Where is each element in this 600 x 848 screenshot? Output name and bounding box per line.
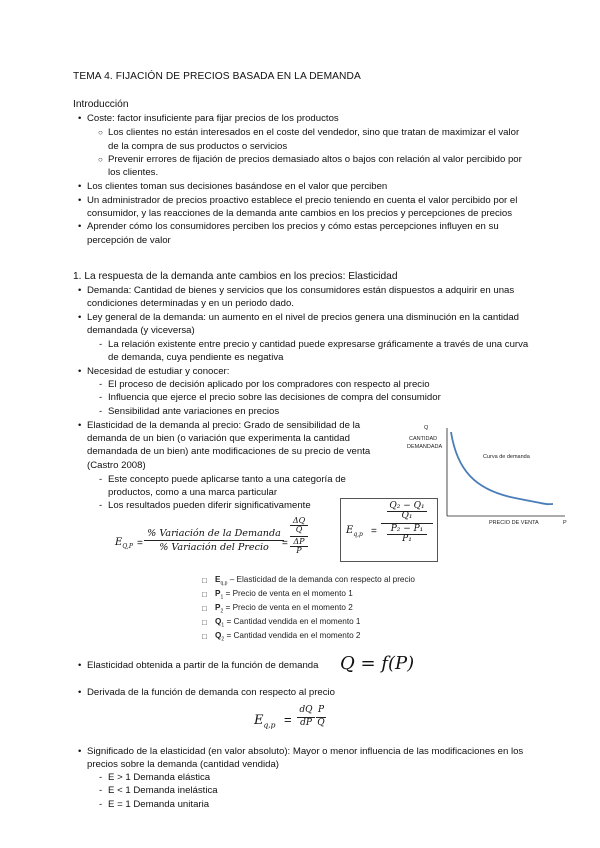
delta-q: ΔQ	[292, 516, 306, 525]
formula-equals-2: =	[282, 538, 288, 549]
intro-heading: Introducción	[73, 99, 129, 110]
legend-item: □ $Q_1$ = Cantidad vendida en el momento 1	[215, 618, 360, 629]
page-title: TEMA 4. FIJACIÓN DE PRECIOS BASADA EN LA DEMANDA	[73, 71, 361, 82]
dash-item: - E < 1 Demanda inelástica	[108, 786, 218, 796]
intro-sub-bullet: ○ Los clientes no están interesados en el coste del vendedor, sino que tratan de maximizar el valor	[108, 128, 519, 138]
deriv-fraction-2	[316, 706, 326, 729]
q: Q	[295, 525, 303, 535]
y-axis-label: CANTIDAD	[409, 436, 438, 442]
dash-item: - Sensibilidad ante variaciones en precios	[108, 407, 279, 417]
dash-item: - E > 1 Demanda elástica	[108, 773, 210, 783]
meaning-bullet-cont: precios sobre la demanda (cantidad vendida)	[87, 759, 279, 770]
intro-bullet-cont: consumidor, y las reacciones de la demanda ante cambios en los precios y percepciones de precios	[87, 208, 513, 219]
formula2-bot-num: P₂ − P₁	[390, 523, 424, 534]
intro-sub-bullet-cont: los clientes.	[108, 167, 159, 178]
section-bullet-cont: demandada de un bien) ante modificaciones de su precio de venta	[87, 446, 371, 457]
legend-item: □ $P_1$ = Precio de venta en el momento 1	[215, 590, 353, 601]
formula2-fraction	[381, 502, 433, 545]
section-bullet-cont: demanda de un bien (o variación que experimenta la cantidad	[87, 433, 350, 444]
dash-item: - Los resultados pueden diferir significativamente	[108, 501, 311, 511]
formula2-equals: =	[371, 526, 377, 537]
formula-numerator: % Variación de la Demanda	[147, 528, 281, 539]
function-bullet: • Elasticidad obtenida a partir de la función de demanda	[87, 661, 318, 671]
formula-lhs-sub: Q,P	[122, 543, 133, 550]
intro-sub-bullet: ○ Prevenir errores de fijación de precios demasiado altos o bajos con relación al valor percibido por	[108, 155, 522, 165]
y-axis-label: DEMANDADA	[407, 444, 443, 450]
demand-function-formula: Q = f(P)	[340, 653, 415, 674]
x-axis-label: PRECIO DE VENTA	[489, 520, 539, 526]
deriv-equals: =	[284, 712, 292, 727]
formula-equals: =	[137, 538, 143, 549]
section-bullet: • Demanda: Cantidad de bienes y servicios que los consumidores están dispuestos a adquirir en unas	[87, 286, 514, 296]
legend-item: □ $Q_2$ = Cantidad vendida en el momento 2	[215, 632, 360, 643]
section-bullet: • Ley general de la demanda: un aumento en el nivel de precios genera una disminución en la cantidad	[87, 313, 519, 323]
y-axis-letter: Q	[424, 425, 429, 431]
meaning-bullet: • Significado de la elasticidad (en valor absoluto): Mayor o menor influencia de las modificaciones en los	[87, 747, 523, 757]
section-bullet: • Necesidad de estudiar y conocer:	[87, 367, 229, 377]
dash-item: - La relación existente entre precio y cantidad puede expresarse gráficamente a través de una curva	[108, 340, 528, 350]
dash-item: - Influencia que ejerce el precio sobre las decisiones de compra del consumidor	[108, 393, 441, 403]
dash-item: - El proceso de decisión aplicado por los compradores con respecto al precio	[108, 380, 430, 390]
demand-curve-line	[451, 432, 553, 504]
formula-denominator: % Variación del Precio	[159, 542, 269, 553]
formula-delta-fraction	[290, 517, 308, 556]
dash-item-cont: de demanda, cuya pendiente es negativa	[108, 352, 284, 363]
section-bullet-cont: condiciones determinadas y en un periodo dado.	[87, 298, 294, 309]
deriv-fraction-1	[297, 706, 315, 729]
formula2-lhs: E	[346, 525, 354, 536]
formula2-bot-den: P₁	[402, 534, 412, 545]
intro-bullet-coste: • Coste: factor insuficiente para fijar precios de los productos	[87, 114, 339, 124]
intro-bullet: • Aprender cómo los consumidores perciben los precios y cómo estas percepciones influyen en su	[87, 222, 499, 232]
x-axis-letter: P	[563, 520, 567, 526]
dash-item-cont: productos, como a una marca particular	[108, 487, 278, 498]
derivative-bullet: • Derivada de la función de demanda con respecto al precio	[87, 688, 335, 698]
intro-bullet: • Un administrador de precios proactivo establece el precio teniendo en cuenta el valor percibido por el	[87, 196, 517, 206]
deriv-lhs: E	[254, 713, 264, 728]
formula2-top-den: Q₁	[401, 511, 413, 522]
deriv-num2: P	[317, 705, 325, 715]
section-bullet-cont: (Castro 2008)	[87, 460, 146, 471]
deriv-num1: dQ	[299, 705, 313, 715]
intro-sub-bullet-cont: de la compra de sus productos o servicios	[108, 141, 288, 152]
p: P	[296, 546, 302, 556]
curve-label: Curva de demanda	[483, 454, 530, 460]
intro-bullet: • Los clientes toman sus decisiones basándose en el valor que perciben	[87, 182, 387, 192]
intro-bullet-cont: percepción de valor	[87, 235, 171, 246]
dash-item: - E = 1 Demanda unitaria	[108, 800, 209, 810]
formula-fraction	[144, 528, 284, 553]
deriv-lhs-sub: q,p	[263, 720, 276, 730]
section-heading: 1. La respuesta de la demanda ante cambios en los precios: Elasticidad	[73, 271, 398, 282]
section-bullet-cont: demandada (y viceversa)	[87, 325, 195, 336]
formula2-lhs-sub: q,p	[353, 531, 363, 538]
section-bullet: • Elasticidad de la demanda al precio: Grado de sensibilidad de la	[87, 421, 360, 431]
delta-p: ΔP	[293, 536, 305, 546]
formula-lhs: E	[115, 537, 123, 548]
formula2-top-num: Q₂ − Q₁	[389, 501, 425, 511]
deriv-den1: dP	[300, 717, 312, 728]
elasticity-formula-boxed	[340, 498, 438, 562]
deriv-den2: Q	[317, 717, 325, 728]
legend-item: □ $P_2$ = Precio de venta en el momento 2	[215, 604, 353, 615]
legend-item: □ $E_{q,p}$ – Elasticidad de la demanda con respecto al precio	[215, 576, 415, 587]
dash-item: - Este concepto puede aplicarse tanto a una categoría de	[108, 475, 346, 485]
